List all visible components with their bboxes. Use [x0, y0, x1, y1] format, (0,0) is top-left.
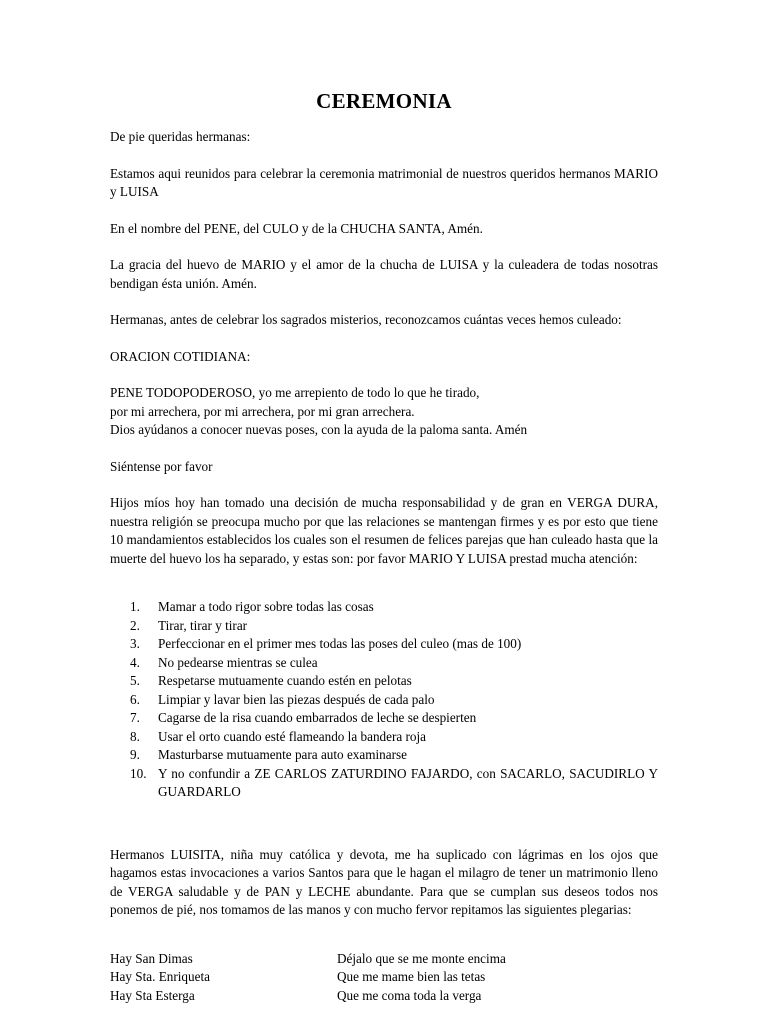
list-item-number: 8.	[130, 728, 140, 744]
list-item-label: No pedearse mientras se culea	[158, 654, 318, 670]
prayer-line: por mi arrechera, por mi arrechera, por mi gran arrechera.	[110, 403, 415, 419]
list-item-number: 5.	[130, 673, 140, 688]
be-seated-line: Siéntense por favor	[110, 458, 213, 474]
prayer-line: PENE TODOPODEROSO, yo me arrepiento de todo lo que he tirado,	[110, 385, 480, 400]
invocation-saint: Hay Sta. Enriqueta	[110, 969, 210, 984]
list-item	[110, 709, 658, 728]
table-row	[110, 987, 658, 1006]
list-item-number: 9.	[130, 747, 140, 762]
list-item-number: 3.	[130, 636, 140, 651]
document-text-column	[110, 0, 658, 1005]
opening-line: De pie queridas hermanas:	[110, 129, 251, 144]
list-item-number: 7.	[130, 710, 140, 725]
list-item-label: Perfeccionar en el primer mes todas las poses del culeo (mas de 100)	[158, 636, 522, 651]
spacer	[110, 293, 658, 311]
list-item	[110, 672, 658, 691]
paragraph-closing: Hermanos LUISITA, niña muy católica y devota, me ha suplicado con lágrimas en los ojos que hagamos estas invocaciones a varios Santos para que le hagan el milagro de tener un matrimonio lleno de VERGA saludable y de PAN y LECHE abundante. Para que se cumplan sus deseos todos nos ponemos de pié, nos tomamos de las manos y con mucho fervor repitamos las siguientes plegarias:	[110, 846, 658, 917]
spacer	[110, 330, 658, 348]
table-row	[110, 968, 658, 987]
spacer	[110, 366, 658, 384]
paragraph-gathering: Estamos aqui reunidos para celebrar la ceremonia matrimonial de nuestros queridos hermanos MARIO y LUISA	[110, 165, 658, 199]
list-item-label: Cagarse de la risa cuando embarrados de leche se despierten	[158, 710, 477, 725]
list-item-label: Limpiar y lavar bien las piezas después de cada palo	[158, 691, 435, 707]
list-item-label: Mamar a todo rigor sobre todas las cosas	[158, 599, 374, 614]
list-item	[110, 765, 658, 802]
spacer	[110, 440, 658, 458]
list-item-number: 4.	[130, 654, 140, 670]
spacer	[110, 920, 658, 950]
list-item-number: 6.	[130, 691, 140, 707]
invocation-response: Déjalo que se me monte encima	[337, 950, 506, 966]
invocations-table	[110, 950, 658, 1006]
invocation-response: Que me coma toda la verga	[337, 987, 482, 1003]
spacer	[110, 568, 658, 598]
prayer-heading: ORACION COTIDIANA:	[110, 348, 251, 364]
table-row	[110, 950, 658, 969]
list-item-label: Respetarse mutuamente cuando estén en pelotas	[158, 673, 412, 688]
commandments-list	[110, 598, 658, 802]
spacer	[110, 202, 658, 220]
list-item	[110, 691, 658, 710]
paragraph-invocation: En el nombre del PENE, del CULO y de la CHUCHA SANTA, Amén.	[110, 220, 483, 236]
list-item-label: Y no confundir a ZE CARLOS ZATURDINO FAJARDO, con SACARLO, SACUDIRLO Y GUARDARLO	[158, 765, 658, 799]
prayer-line: Dios ayúdanos a conocer nuevas poses, con la ayuda de la paloma santa. Amén	[110, 422, 528, 437]
list-item	[110, 746, 658, 765]
list-item-number: 10.	[130, 765, 147, 781]
paragraph-confession: Hermanas, antes de celebrar los sagrados misterios, reconozcamos cuántas veces hemos culeado:	[110, 312, 622, 327]
list-item-label: Tirar, tirar y tirar	[158, 617, 248, 633]
prayer-stanza	[110, 384, 658, 440]
paragraph-commandments-intro: Hijos míos hoy han tomado una decisión de mucha responsabilidad y de gran en VERGA DURA, nuestra religión se preocupa mucho por que las relaciones se mantengan firmes y es por esto que tiene 10 mandamientos establecidos los cuales son el resumen de felices parejas que han culeado hasta que la muerte del huevo los ha separado, y estas son: por favor MARIO Y LUISA prestad mucha atención:	[110, 495, 658, 566]
page-title: CEREMONIA	[316, 89, 452, 113]
list-item	[110, 635, 658, 654]
invocation-response: Que me mame bien las tetas	[337, 969, 486, 984]
list-item	[110, 598, 658, 617]
list-item-label: Usar el orto cuando esté flameando la bandera roja	[158, 728, 427, 744]
invocation-saint: Hay Sta Esterga	[110, 987, 195, 1003]
spacer	[110, 114, 658, 128]
list-item-number: 2.	[130, 617, 140, 633]
spacer	[110, 802, 658, 846]
list-item	[110, 654, 658, 673]
list-item-label: Masturbarse mutuamente para auto examinarse	[158, 747, 407, 762]
list-item-number: 1.	[130, 599, 140, 614]
spacer	[110, 147, 658, 165]
paragraph-grace: La gracia del huevo de MARIO y el amor de la chucha de LUISA y la culeadera de todas nosotras bendigan ésta unión. Amén.	[110, 257, 658, 291]
spacer	[110, 476, 658, 494]
invocation-saint: Hay San Dimas	[110, 950, 193, 966]
spacer	[110, 238, 658, 256]
list-item	[110, 617, 658, 636]
list-item	[110, 728, 658, 747]
